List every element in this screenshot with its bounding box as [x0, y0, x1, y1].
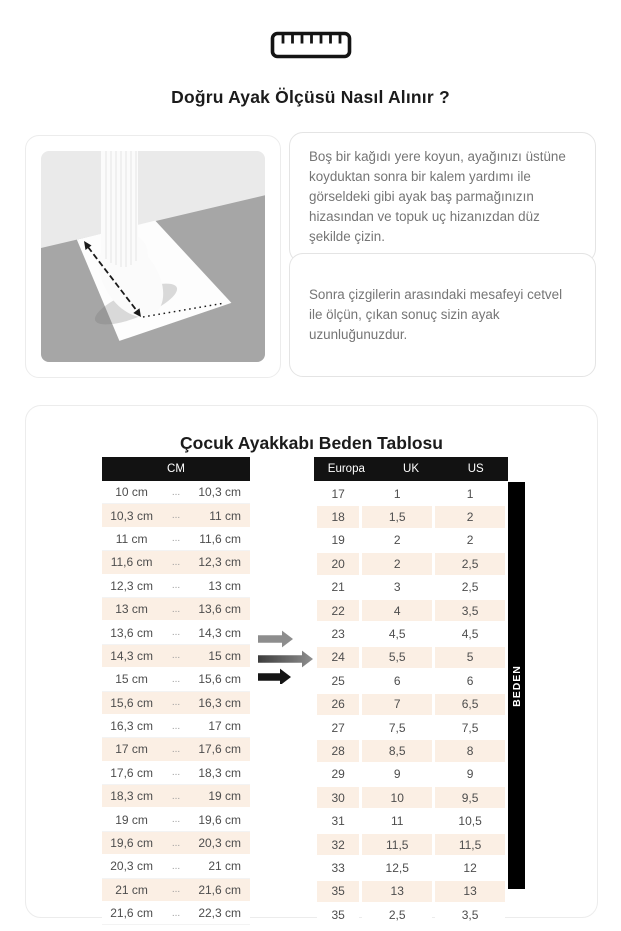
conversion-table-body	[317, 483, 505, 925]
conversion-table-row	[317, 857, 505, 878]
europa-cell: 25	[317, 670, 359, 691]
cm-table-row	[102, 855, 250, 878]
range-dots: ...	[161, 738, 191, 761]
us-cell: 8	[435, 740, 505, 761]
europa-cell: 24	[317, 647, 359, 668]
cm-from-cell: 19,6 cm	[102, 831, 161, 854]
cm-to-cell: 17 cm	[191, 714, 250, 737]
cm-table-row	[102, 831, 250, 854]
cm-from-cell: 17 cm	[102, 738, 161, 761]
beden-side-bar	[508, 482, 525, 889]
ruler-icon	[0, 31, 621, 59]
cm-to-cell: 12,3 cm	[191, 551, 250, 574]
cm-table	[102, 457, 250, 925]
us-cell: 5	[435, 647, 505, 668]
europa-cell: 33	[317, 857, 359, 878]
cm-from-cell: 19 cm	[102, 808, 161, 831]
us-cell: 2	[435, 530, 505, 551]
range-dots: ...	[161, 831, 191, 854]
range-dots: ...	[161, 527, 191, 550]
conversion-header-label: UK	[403, 463, 419, 475]
uk-cell: 10	[362, 787, 432, 808]
europa-cell: 32	[317, 834, 359, 855]
range-dots: ...	[161, 785, 191, 808]
us-cell: 3,5	[435, 600, 505, 621]
europa-cell: 19	[317, 530, 359, 551]
cm-table-row	[102, 527, 250, 550]
conversion-table-row	[317, 904, 505, 925]
conversion-table-header	[314, 457, 508, 481]
europa-cell: 29	[317, 764, 359, 785]
europa-cell: 18	[317, 506, 359, 527]
cm-to-cell: 14,3 cm	[191, 621, 250, 644]
cm-from-cell: 10,3 cm	[102, 504, 161, 527]
range-dots: ...	[161, 855, 191, 878]
us-cell: 4,5	[435, 623, 505, 644]
europa-cell: 17	[317, 483, 359, 504]
conversion-table-row	[317, 623, 505, 644]
us-cell: 2	[435, 506, 505, 527]
cm-table-row	[102, 551, 250, 574]
range-dots: ...	[161, 761, 191, 784]
europa-cell: 26	[317, 694, 359, 715]
size-table-title: Çocuk Ayakkabı Beden Tablosu	[180, 433, 443, 453]
instruction-card-1	[289, 132, 596, 263]
europa-cell: 23	[317, 623, 359, 644]
europa-cell: 30	[317, 787, 359, 808]
uk-cell: 7,5	[362, 717, 432, 738]
uk-cell: 2	[362, 530, 432, 551]
uk-cell: 12,5	[362, 857, 432, 878]
europa-cell: 35	[317, 904, 359, 925]
cm-from-cell: 21,6 cm	[102, 902, 161, 925]
uk-cell: 13	[362, 881, 432, 902]
conversion-table-row	[317, 717, 505, 738]
conversion-header-label: US	[467, 463, 484, 475]
cm-to-cell: 20,3 cm	[191, 831, 250, 854]
cm-to-cell: 13 cm	[191, 574, 250, 597]
cm-from-cell: 11,6 cm	[102, 551, 161, 574]
cm-from-cell: 15,6 cm	[102, 691, 161, 714]
europa-cell: 27	[317, 717, 359, 738]
europa-cell: 35	[317, 881, 359, 902]
range-dots: ...	[161, 902, 191, 925]
europa-cell: 22	[317, 600, 359, 621]
uk-cell: 2,5	[362, 904, 432, 925]
range-dots: ...	[161, 597, 191, 620]
cm-table-header: CM	[102, 457, 250, 481]
uk-cell: 9	[362, 764, 432, 785]
us-cell: 10,5	[435, 810, 505, 831]
cm-from-cell: 10 cm	[102, 481, 161, 504]
range-dots: ...	[161, 808, 191, 831]
range-dots: ...	[161, 504, 191, 527]
cm-to-cell: 21 cm	[191, 855, 250, 878]
uk-cell: 1	[362, 483, 432, 504]
range-dots: ...	[161, 644, 191, 667]
uk-cell: 8,5	[362, 740, 432, 761]
cm-from-cell: 15 cm	[102, 668, 161, 691]
cm-table-row	[102, 691, 250, 714]
conversion-table	[314, 457, 508, 927]
uk-cell: 11,5	[362, 834, 432, 855]
range-dots: ...	[161, 668, 191, 691]
cm-table-row	[102, 785, 250, 808]
uk-cell: 4	[362, 600, 432, 621]
cm-to-cell: 21,6 cm	[191, 878, 250, 901]
conversion-table-row	[317, 881, 505, 902]
cm-from-cell: 20,3 cm	[102, 855, 161, 878]
cm-from-cell: 14,3 cm	[102, 644, 161, 667]
cm-to-cell: 18,3 cm	[191, 761, 250, 784]
cm-to-cell: 15 cm	[191, 644, 250, 667]
uk-cell: 2	[362, 553, 432, 574]
range-dots: ...	[161, 691, 191, 714]
cm-from-cell: 13,6 cm	[102, 621, 161, 644]
cm-table-row	[102, 621, 250, 644]
cm-table-row	[102, 597, 250, 620]
conversion-header-label: Europa	[327, 463, 365, 475]
us-cell: 2,5	[435, 553, 505, 574]
conversion-table-row	[317, 530, 505, 551]
conversion-table-row	[317, 553, 505, 574]
cm-from-cell: 17,6 cm	[102, 761, 161, 784]
us-cell: 9	[435, 764, 505, 785]
cm-table-row	[102, 738, 250, 761]
cm-table-row	[102, 878, 250, 901]
conversion-table-row	[317, 764, 505, 785]
conversion-arrows-icon	[256, 626, 314, 689]
europa-cell: 31	[317, 810, 359, 831]
instruction-card-2	[289, 253, 596, 377]
range-dots: ...	[161, 878, 191, 901]
cm-table-row	[102, 504, 250, 527]
instruction-text-1: Boş bir kağıdı yere koyun, ayağınızı üstüne koyduktan sonra bir kalem yardımı ile görseldeki gibi ayak baş parmağınızın hizasından ve topuk uç hizanızdan düz şekilde çizin.	[309, 149, 566, 245]
us-cell: 9,5	[435, 787, 505, 808]
beden-label: BEDEN	[510, 664, 523, 707]
cm-from-cell: 11 cm	[102, 527, 161, 550]
range-dots: ...	[161, 714, 191, 737]
us-cell: 13	[435, 881, 505, 902]
uk-cell: 5,5	[362, 647, 432, 668]
uk-cell: 3	[362, 577, 432, 598]
uk-cell: 1,5	[362, 506, 432, 527]
cm-to-cell: 22,3 cm	[191, 902, 250, 925]
cm-to-cell: 11 cm	[191, 504, 250, 527]
size-table-card	[25, 405, 598, 922]
cm-table-body	[102, 481, 250, 925]
cm-table-row	[102, 902, 250, 925]
cm-from-cell: 13 cm	[102, 597, 161, 620]
cm-to-cell: 16,3 cm	[191, 691, 250, 714]
cm-from-cell: 18,3 cm	[102, 785, 161, 808]
cm-table-row	[102, 714, 250, 737]
cm-to-cell: 17,6 cm	[191, 738, 250, 761]
us-cell: 6	[435, 670, 505, 691]
foot-measurement-image	[41, 151, 265, 362]
instruction-text-2: Sonra çizgilerin arasındaki mesafeyi cetvel ile ölçün, çıkan sonuç sizin ayak uzunluğunuzdur.	[309, 286, 563, 343]
conversion-table-row	[317, 506, 505, 527]
uk-cell: 4,5	[362, 623, 432, 644]
europa-cell: 20	[317, 553, 359, 574]
cm-to-cell: 10,3 cm	[191, 481, 250, 504]
uk-cell: 11	[362, 810, 432, 831]
range-dots: ...	[161, 481, 191, 504]
conversion-table-row	[317, 670, 505, 691]
us-cell: 1	[435, 483, 505, 504]
europa-cell: 28	[317, 740, 359, 761]
range-dots: ...	[161, 621, 191, 644]
us-cell: 7,5	[435, 717, 505, 738]
conversion-table-row	[317, 834, 505, 855]
cm-table-row	[102, 761, 250, 784]
sock-foot-illustration	[41, 151, 265, 362]
us-cell: 11,5	[435, 834, 505, 855]
cm-table-row	[102, 668, 250, 691]
conversion-table-row	[317, 787, 505, 808]
cm-to-cell: 15,6 cm	[191, 668, 250, 691]
cm-table-row	[102, 481, 250, 504]
cm-from-cell: 21 cm	[102, 878, 161, 901]
us-cell: 12	[435, 857, 505, 878]
cm-to-cell: 13,6 cm	[191, 597, 250, 620]
conversion-table-row	[317, 577, 505, 598]
range-dots: ...	[161, 574, 191, 597]
us-cell: 2,5	[435, 577, 505, 598]
conversion-table-row	[317, 647, 505, 668]
cm-table-row	[102, 644, 250, 667]
range-dots: ...	[161, 551, 191, 574]
cm-from-cell: 12,3 cm	[102, 574, 161, 597]
cm-to-cell: 19 cm	[191, 785, 250, 808]
cm-table-row	[102, 808, 250, 831]
europa-cell: 21	[317, 577, 359, 598]
conversion-table-row	[317, 810, 505, 831]
conversion-table-row	[317, 483, 505, 504]
cm-from-cell: 16,3 cm	[102, 714, 161, 737]
conversion-table-row	[317, 694, 505, 715]
us-cell: 6,5	[435, 694, 505, 715]
us-cell: 3,5	[435, 904, 505, 925]
uk-cell: 6	[362, 670, 432, 691]
foot-photo-card	[25, 135, 281, 378]
uk-cell: 7	[362, 694, 432, 715]
conversion-table-row	[317, 600, 505, 621]
cm-table-row	[102, 574, 250, 597]
page-title: Doğru Ayak Ölçüsü Nasıl Alınır ?	[171, 87, 450, 107]
cm-to-cell: 11,6 cm	[191, 527, 250, 550]
cm-to-cell: 19,6 cm	[191, 808, 250, 831]
conversion-table-row	[317, 740, 505, 761]
